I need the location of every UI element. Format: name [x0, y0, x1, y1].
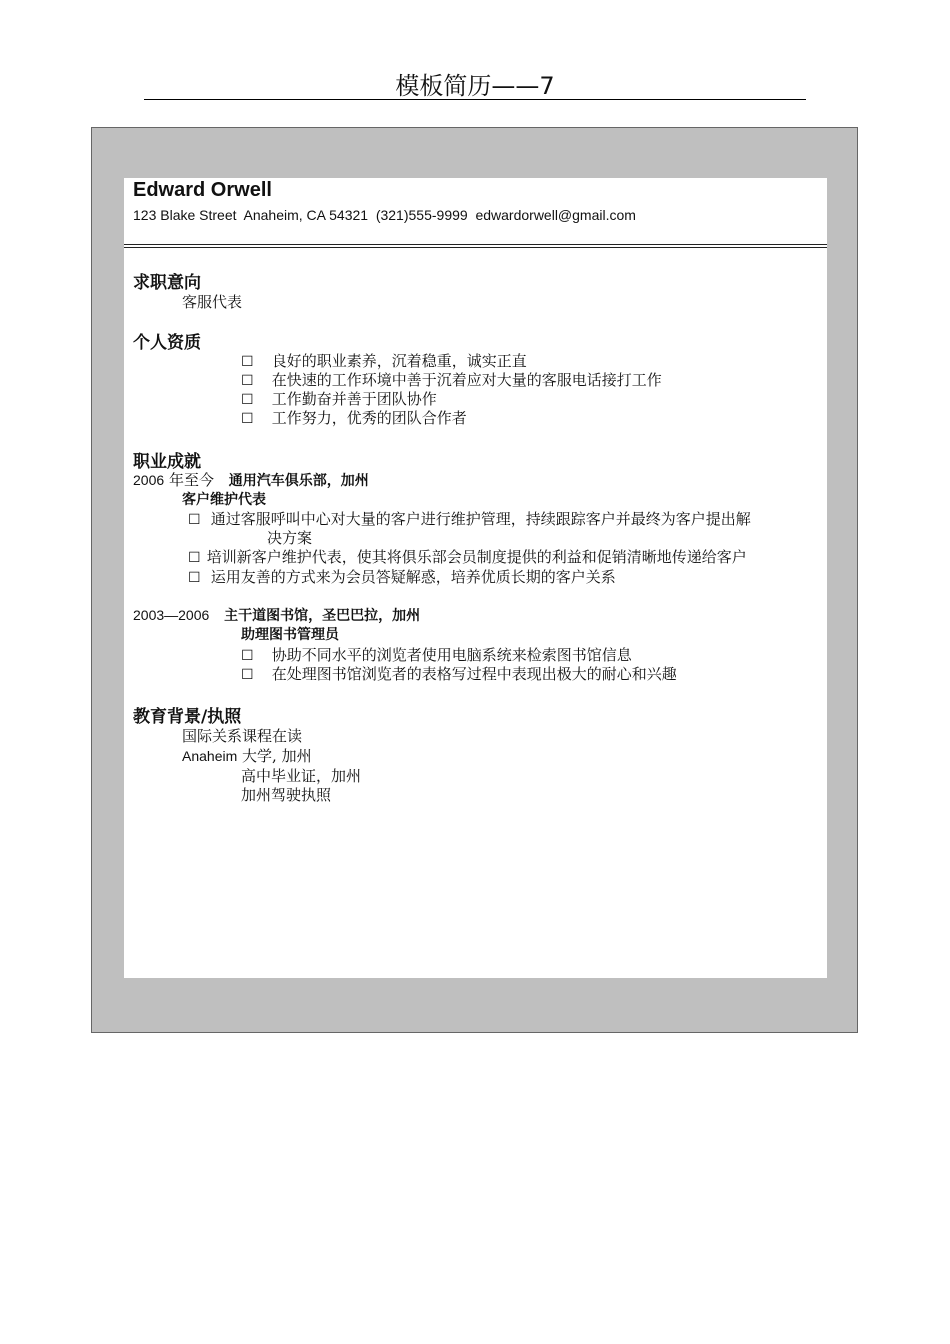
quality-item: [241, 388, 437, 409]
checkbox-icon: ☐: [188, 570, 201, 586]
job-bullet-text: 在处理图书馆浏览者的表格写过程中表现出极大的耐心和兴趣: [271, 665, 677, 683]
quality-text: 良好的职业素养，沉着稳重，诚实正直: [271, 352, 527, 370]
checkbox-icon: ☐: [241, 667, 254, 683]
education-school: [182, 745, 312, 766]
checkbox-icon: ☐: [188, 550, 201, 566]
job-bullet: [241, 663, 677, 684]
job-bullet: [188, 566, 616, 587]
objective-value: 客服代表: [182, 293, 243, 311]
header-divider-secondary: [124, 247, 827, 248]
job-organization: 通用汽车俱乐部，加州: [228, 473, 369, 489]
job-bullet-text: 培训新客户维护代表，使其将俱乐部会员制度提供的利益和促销清晰地传递给客户: [206, 548, 747, 566]
education-item: 加州驾驶执照: [241, 786, 332, 804]
job-organization: 主干道图书馆，圣巴巴拉，加州: [224, 608, 421, 624]
job-role: 助理图书管理员: [241, 627, 339, 643]
checkbox-icon: ☐: [241, 411, 254, 427]
job-bullet: [241, 644, 632, 665]
education-item: 高中毕业证，加州: [241, 767, 362, 785]
checkbox-icon: ☐: [241, 392, 254, 408]
job-header: [133, 469, 369, 490]
job-header: [133, 605, 420, 625]
education-heading: 教育背景/执照: [133, 707, 242, 727]
quality-text: 在快速的工作环境中善于沉着应对大量的客服电话接打工作: [271, 371, 662, 389]
contact-line: 123 Blake Street Anaheim, CA 54321 (321)555-9999 edwardorwell@gmail.com: [133, 207, 636, 223]
job-bullet: [188, 508, 751, 529]
job-dates: 2003—2006: [133, 607, 210, 623]
job-bullet-text: 协助不同水平的浏览者使用电脑系统来检索图书馆信息: [271, 646, 632, 664]
header-divider: [124, 244, 827, 245]
job-role: 客户维护代表: [182, 492, 266, 508]
quality-item: [241, 369, 662, 390]
job-bullet-text: 通过客服呼叫中心对大量的客户进行维护管理，持续跟踪客户并最终为客户提出解: [210, 510, 751, 528]
job-dates-year: 2006: [133, 472, 165, 488]
school-name: Anaheim: [182, 748, 238, 764]
qualities-heading: 个人资质: [133, 333, 201, 353]
quality-item: [241, 407, 467, 428]
checkbox-icon: ☐: [241, 373, 254, 389]
title-underline: [144, 99, 806, 100]
quality-item: [241, 350, 527, 371]
job-dates-suffix: 年至今: [168, 471, 214, 489]
achievements-heading: 职业成就: [133, 452, 201, 472]
job-bullet-text: 运用友善的方式来为会员答疑解惑，培养优质长期的客户关系: [210, 568, 616, 586]
job-bullet: [188, 546, 747, 567]
school-suffix: 大学, 加州: [242, 747, 312, 765]
resume-frame: [91, 127, 858, 1033]
checkbox-icon: ☐: [241, 354, 254, 370]
checkbox-icon: ☐: [241, 648, 254, 664]
candidate-name: Edward Orwell: [133, 179, 272, 201]
checkbox-icon: ☐: [188, 512, 201, 528]
objective-heading: 求职意向: [133, 273, 201, 293]
education-course: 国际关系课程在读: [182, 727, 303, 745]
job-bullet-continuation: 决方案: [267, 529, 313, 547]
quality-text: 工作努力，优秀的团队合作者: [271, 409, 467, 427]
resume-page: [124, 178, 827, 978]
quality-text: 工作勤奋并善于团队协作: [271, 390, 437, 408]
document-title: 模板简历——7: [395, 72, 555, 100]
